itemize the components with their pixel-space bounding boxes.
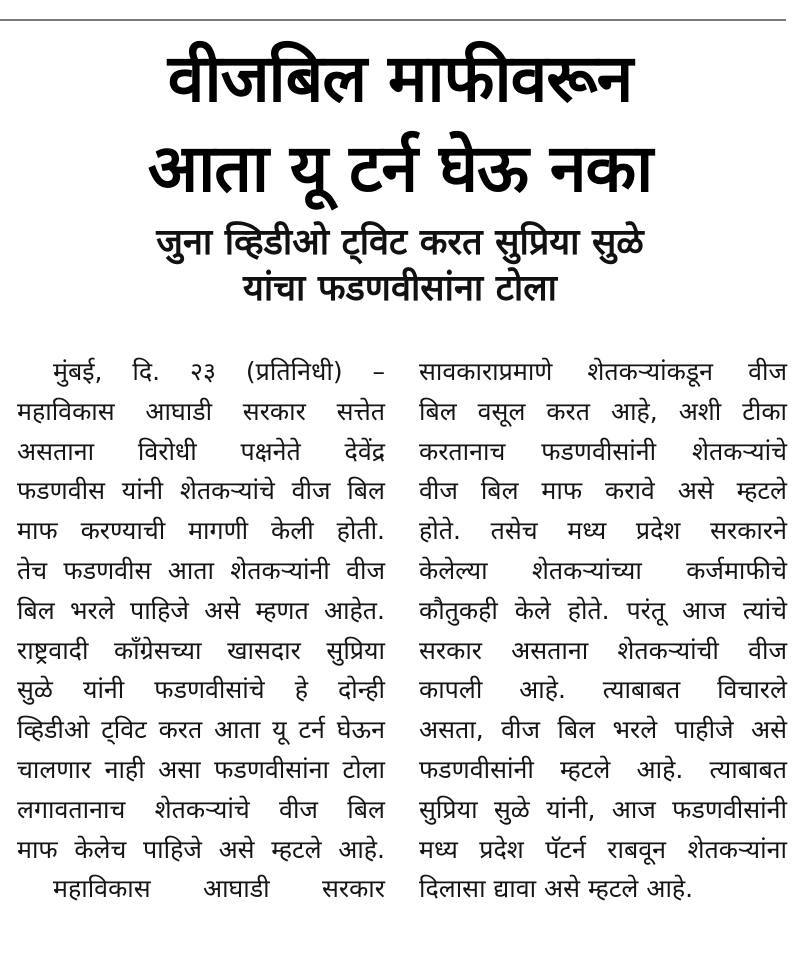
article-body xyxy=(17,352,787,909)
body-line: फडणवीसांनी म्हटले आहे. त्याबाबत xyxy=(419,754,787,784)
body-line: सुळे यांनी फडणवीसांचे हे दोन्ही xyxy=(17,675,385,705)
body-line: माफ केलेच पाहिजे असे म्हटले आहे. xyxy=(17,834,385,864)
headline-line-2: आता यू टर्न घेऊ नका xyxy=(147,130,653,207)
headline-line-1: वीजबिल माफीवरून xyxy=(167,40,633,117)
body-line: करतानाच फडणवीसांनी शेतकऱ्यांचे xyxy=(419,436,787,466)
body-line: केलेल्या शेतकऱ्यांच्या कर्जमाफीचे xyxy=(419,555,787,585)
body-column-left xyxy=(17,352,385,909)
body-line: राष्ट्रवादी काँग्रेसच्या खासदार सुप्रिया xyxy=(17,635,385,665)
body-line: चालणार नाही असा फडणवीसांना टोला xyxy=(17,754,385,784)
body-column-right xyxy=(419,352,787,909)
body-line: मुंबई, दि. २३ (प्रतिनिधी) – xyxy=(53,357,385,386)
top-rule-divider xyxy=(0,19,786,21)
body-line: कौतुकही केले होते. परंतू आज त्यांचे xyxy=(419,595,787,625)
body-line: होते. तसेच मध्य प्रदेश सरकारने xyxy=(419,516,787,546)
subheadline-line-1: जुना व्हिडीओ ट्विट करत सुप्रिया सुळे xyxy=(156,222,644,263)
body-line: व्हिडीओ ट्विट करत आता यू टर्न घेऊन xyxy=(17,715,385,745)
body-line: माफ करण्याची मागणी केली होती. xyxy=(17,516,385,546)
body-line: फडणवीस यांनी शेतकऱ्यांचे वीज बिल xyxy=(17,476,385,506)
body-line: असता, वीज बिल भरले पाहीजे असे xyxy=(419,715,787,745)
subheadline-line-2: यांचा फडणवीसांना टोला xyxy=(242,268,557,309)
body-line: सावकाराप्रमाणे शेतकऱ्यांकडून वीज xyxy=(419,357,787,386)
body-line: सुप्रिया सुळे यांनी, आज फडणवीसांनी xyxy=(419,794,787,824)
body-line: महाविकास आघाडी सरकार xyxy=(53,874,385,904)
body-line: मध्य प्रदेश पॅटर्न राबवून शेतकऱ्यांना xyxy=(419,834,787,864)
body-line: बिल भरले पाहिजे असे म्हणत आहेत. xyxy=(17,595,385,625)
body-line: लगावतानाच शेतकऱ्यांचे वीज बिल xyxy=(17,794,385,824)
subheadline xyxy=(0,220,800,312)
body-line: वीज बिल माफ करावे असे म्हटले xyxy=(419,476,787,506)
body-line: सरकार असताना शेतकऱ्यांची वीज xyxy=(419,635,787,665)
headline xyxy=(0,34,800,214)
body-line: बिल वसूल करत आहे, अशी टीका xyxy=(419,396,787,426)
body-line: कापली आहे. त्याबाबत विचारले xyxy=(419,675,787,705)
body-line: दिलासा द्यावा असे म्हटले आहे. xyxy=(419,874,694,904)
body-line: तेच फडणवीस आता शेतकऱ्यांनी वीज xyxy=(17,555,385,585)
body-line: असताना विरोधी पक्षनेते देवेंद्र xyxy=(17,436,385,466)
body-line: महाविकास आघाडी सरकार सत्तेत xyxy=(17,396,385,426)
